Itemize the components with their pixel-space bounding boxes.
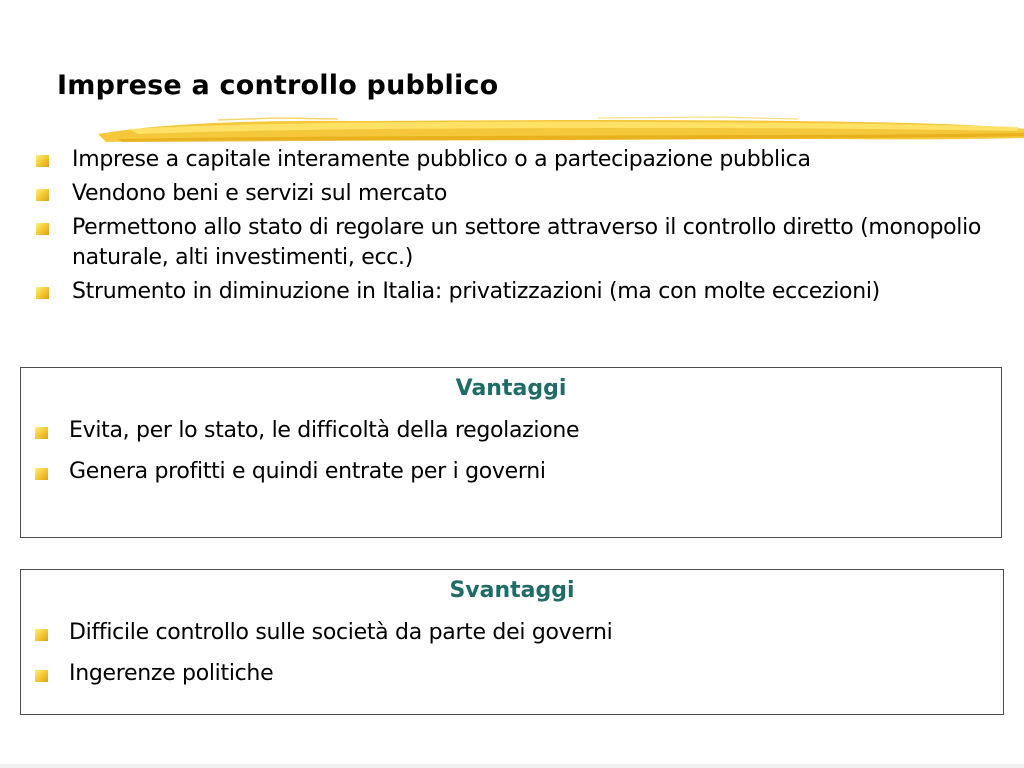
yellow-square-bullet-icon	[35, 427, 48, 439]
vantaggi-list	[35, 416, 975, 498]
yellow-square-bullet-icon	[35, 629, 48, 641]
yellow-square-bullet-icon	[36, 155, 49, 167]
list-item-text: Imprese a capitale interamente pubblico o a partecipazione pubblica	[72, 147, 811, 172]
brush-stroke-underline	[98, 112, 1024, 148]
list-item-text: Genera profitti e quindi entrate per i governi	[69, 459, 546, 484]
yellow-square-bullet-icon	[35, 468, 48, 480]
list-item-text: Strumento in diminuzione in Italia: privatizzazioni (ma con molte eccezioni)	[72, 279, 880, 304]
list-item	[36, 179, 1011, 209]
yellow-square-bullet-icon	[36, 189, 49, 201]
yellow-square-bullet-icon	[36, 287, 49, 299]
list-item	[36, 213, 1011, 273]
list-item	[36, 277, 1011, 307]
svantaggi-list	[35, 618, 975, 700]
svantaggi-box	[20, 569, 1004, 715]
list-item-text: Difficile controllo sulle società da parte dei governi	[69, 620, 613, 645]
vantaggi-box	[20, 367, 1002, 538]
list-item-text: Vendono beni e servizi sul mercato	[72, 181, 448, 206]
vantaggi-heading: Vantaggi	[455, 376, 567, 401]
slide-title: Imprese a controllo pubblico	[57, 70, 499, 101]
list-item	[35, 457, 975, 487]
footer-divider	[0, 764, 1024, 768]
yellow-square-bullet-icon	[35, 670, 48, 682]
list-item-text: Ingerenze politiche	[69, 661, 274, 686]
main-bullet-list	[36, 145, 1011, 311]
list-item-text: Permettono allo stato di regolare un settore attraverso il controllo diretto (monopolio naturale, alti investimenti, ecc.)	[72, 215, 982, 270]
list-item	[36, 145, 1011, 175]
list-item	[35, 659, 975, 689]
list-item	[35, 618, 975, 648]
list-item-text: Evita, per lo stato, le difficoltà della regolazione	[69, 418, 580, 443]
yellow-square-bullet-icon	[36, 223, 49, 235]
list-item	[35, 416, 975, 446]
svantaggi-heading: Svantaggi	[449, 578, 575, 603]
